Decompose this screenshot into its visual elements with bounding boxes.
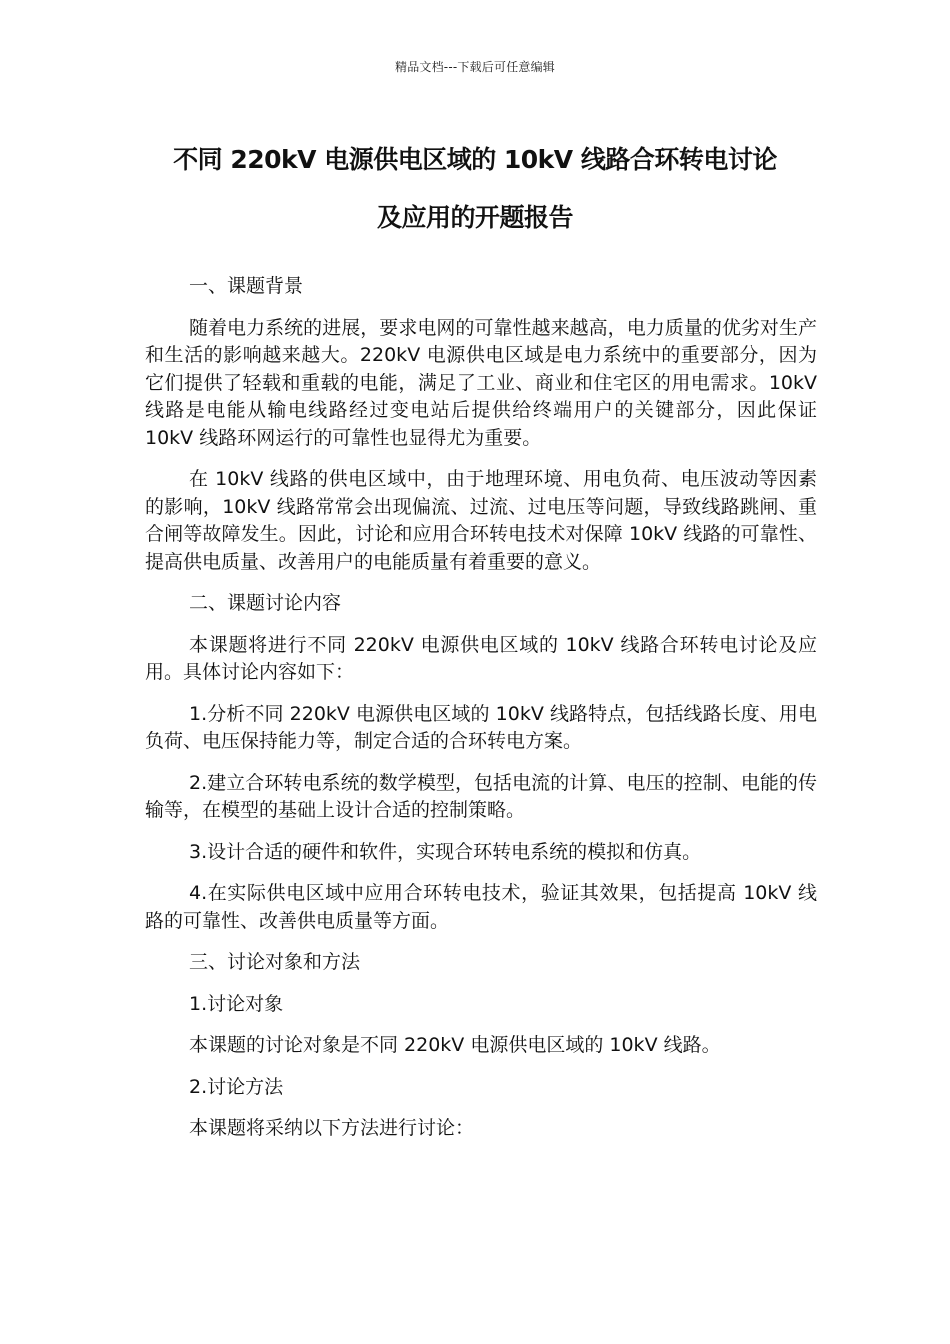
- paragraph-methods: 本课题将采纳以下方法进行讨论：: [189, 1117, 475, 1139]
- list-item-content-1: 1.分析不同 220kV 电源供电区域的 10kV 线路特点，包括线路长度、用电负荷、电压保持能力等，制定合适的合环转电方案。: [145, 702, 817, 752]
- list-item-content-3: 3.设计合适的硬件和软件，实现合环转电系统的模拟和仿真。: [189, 840, 702, 863]
- paragraph-objects: 本课题的讨论对象是不同 220kV 电源供电区域的 10kV 线路。: [189, 1034, 721, 1056]
- section-heading-objects-methods: 三、讨论对象和方法: [189, 951, 361, 973]
- header-note: 精品文档---下载后可任意编辑: [395, 60, 555, 74]
- subheading-methods: 2.讨论方法: [189, 1075, 284, 1098]
- list-item-content-4: 4.在实际供电区域中应用合环转电技术，验证其效果，包括提高 10kV 线路的可靠性、改善供电质量等方面。: [145, 882, 817, 932]
- section-heading-background: 一、课题背景: [189, 275, 304, 297]
- document-body: [145, 273, 817, 1157]
- paragraph-background-1: 随着电力系统的进展，要求电网的可靠性越来越高，电力质量的优劣对生产和生活的影响越来越大。220kV 电源供电区域是电力系统中的重要部分，因为它们提供了轻载和重载的电能，满足了工业、商业和住宅区的用电需求。10kV 线路是电能从输电线路经过变电站后提供给终端用户的关键部分，因此保证 10kV 线路环网运行的可靠性也显得尤为重要。: [145, 316, 817, 449]
- subheading-objects: 1.讨论对象: [189, 992, 284, 1015]
- list-item-content-2: 2.建立合环转电系统的数学模型，包括电流的计算、电压的控制、电能的传输等，在模型的基础上设计合适的控制策略。: [145, 771, 817, 821]
- document-title-line-2: 及应用的开题报告: [376, 203, 573, 232]
- section-heading-content: 二、课题讨论内容: [189, 592, 342, 614]
- paragraph-content-intro: 本课题将进行不同 220kV 电源供电区域的 10kV 线路合环转电讨论及应用。具体讨论内容如下：: [145, 633, 817, 683]
- paragraph-background-2: 在 10kV 线路的供电区域中，由于地理环境、用电负荷、电压波动等因素的影响，10kV 线路常常会出现偏流、过流、过电压等问题，导致线路跳闸、重合闸等故障发生。因此，讨论和应用合环转电技术对保障 10kV 线路的可靠性、提高供电质量、改善用户的电能质量有着重要的意义。: [145, 468, 817, 573]
- document-title-line-1: 不同 220kV 电源供电区域的 10kV 线路合环转电讨论: [173, 145, 777, 174]
